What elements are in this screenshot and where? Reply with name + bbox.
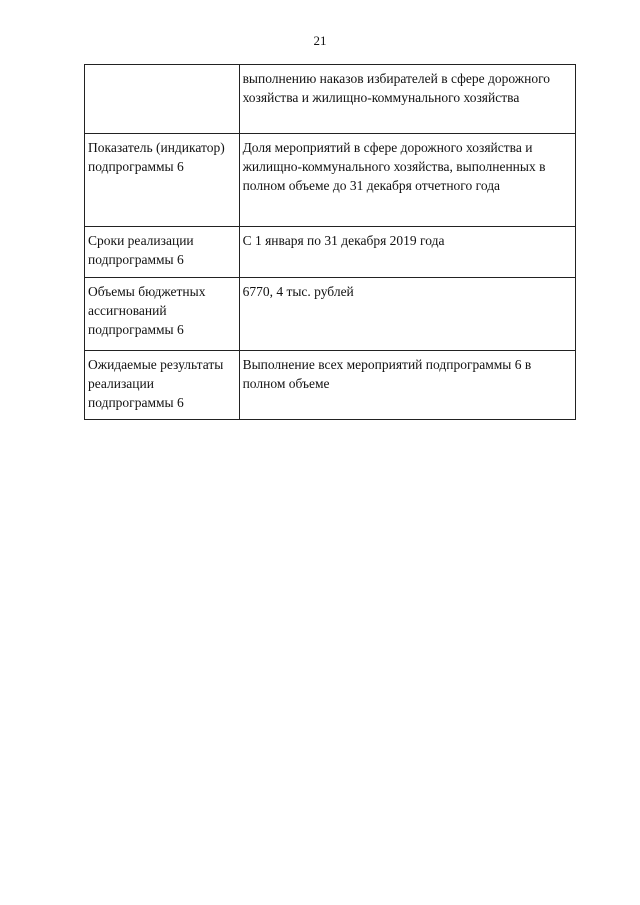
row-value: Доля мероприятий в сфере дорожного хозяйства и жилищно-коммунального хозяйства, выполненных в полном объеме до 31 декабря отчетного года	[239, 134, 575, 227]
table-row	[85, 65, 576, 134]
page-number: 21	[313, 33, 327, 48]
row-label: Ожидаемые результаты реализации подпрограммы 6	[85, 351, 240, 420]
row-label	[85, 65, 240, 134]
table-row	[85, 351, 576, 420]
subprogram-passport-table	[84, 64, 576, 420]
row-label: Показатель (индикатор) подпрограммы 6	[85, 134, 240, 227]
table-row	[85, 134, 576, 227]
table-row	[85, 278, 576, 351]
row-value: С 1 января по 31 декабря 2019 года	[239, 227, 575, 278]
row-label: Объемы бюджетных ассигнований подпрограммы 6	[85, 278, 240, 351]
row-label: Сроки реализации подпрограммы 6	[85, 227, 240, 278]
table-row	[85, 227, 576, 278]
row-value: выполнению наказов избирателей в сфере дорожного хозяйства и жилищно-коммунального хозяйства	[239, 65, 575, 134]
row-value: 6770, 4 тыс. рублей	[239, 278, 575, 351]
row-value: Выполнение всех мероприятий подпрограммы 6 в полном объеме	[239, 351, 575, 420]
